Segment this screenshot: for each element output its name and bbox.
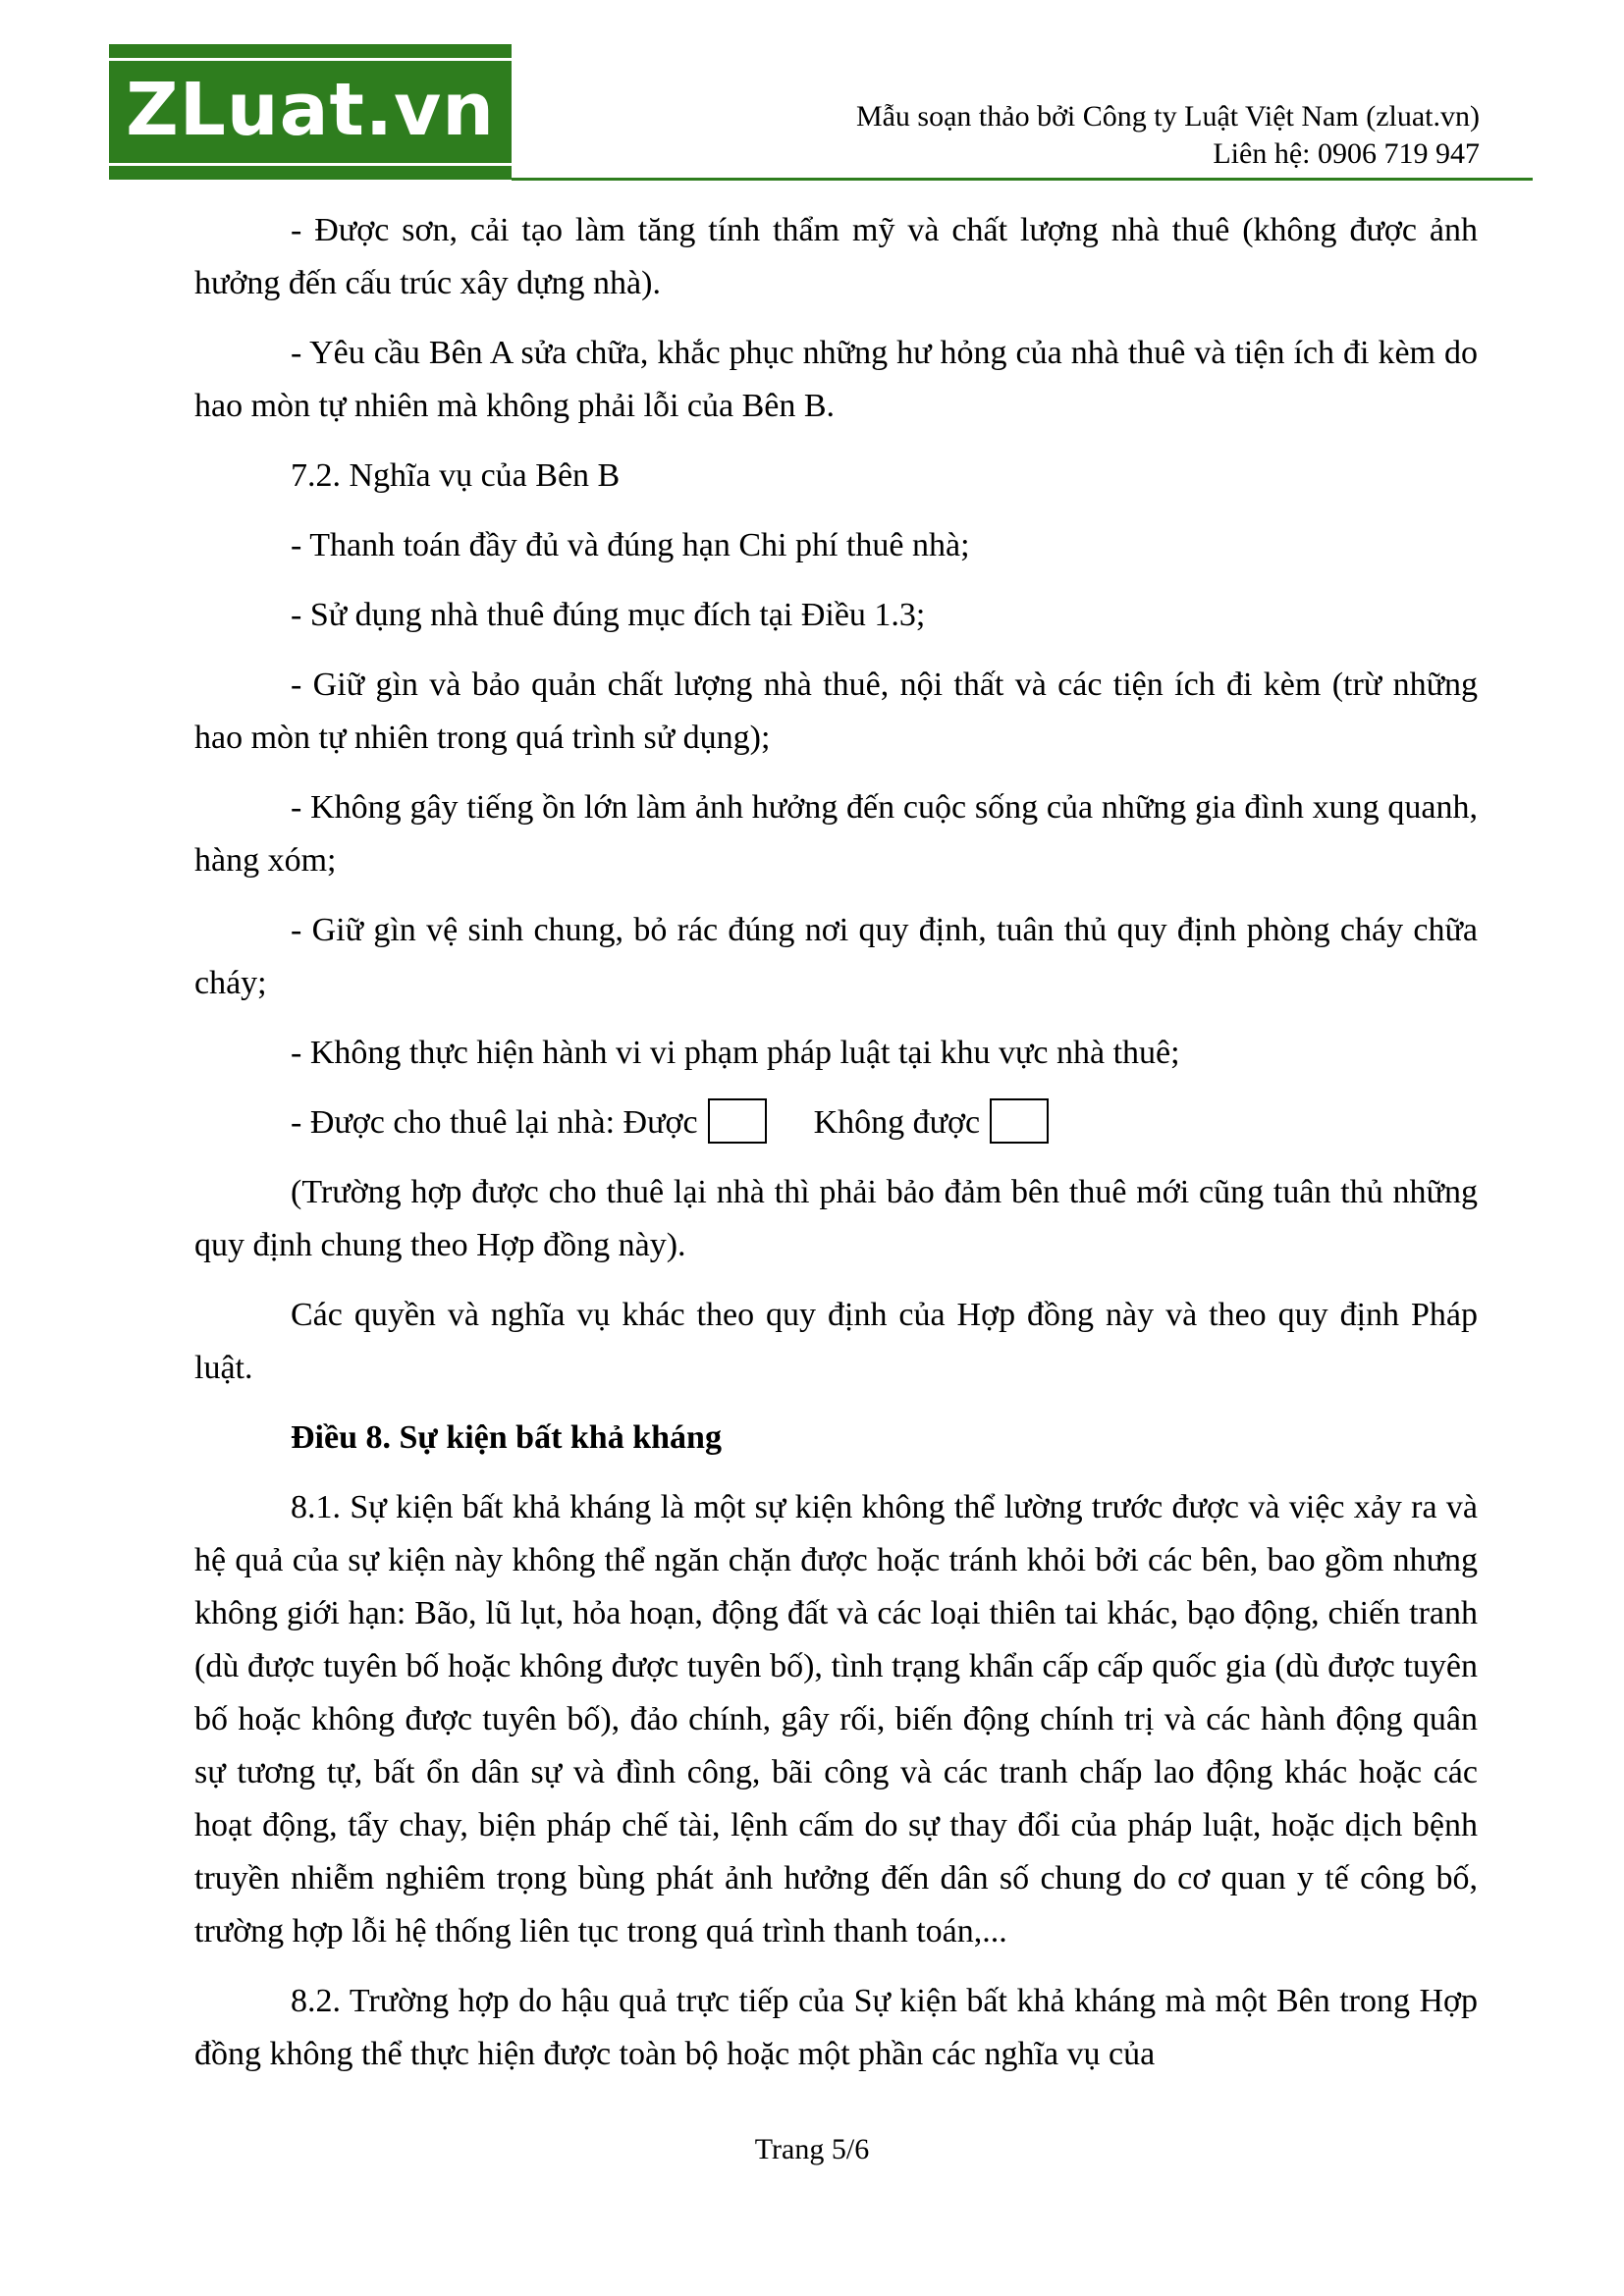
sublease-yes-checkbox[interactable] <box>708 1098 767 1144</box>
paragraph-8-1: 8.1. Sự kiện bất khả kháng là một sự kiện không thể lường trước được và việc xảy ra và hệ quả của sự kiện này không thể ngăn chặn được hoặc tránh khỏi bởi các bên, bao gồm nhưng không giới hạn: Bão, lũ lụt, hỏa hoạn, động đất và các loại thiên tai khác, bạo động, chiến tranh (dù được tuyên bố hoặc không được tuyên bố), tình trạng khẩn cấp cấp quốc gia (dù được tuyên bố hoặc không được tuyên bố), đảo chính, gây rối, biến động chính trị và các hành động quân sự tương tự, bất ổn dân sự và đình công, bãi công và các tranh chấp lao động khác hoặc các hoạt động, tẩy chay, biện pháp chế tài, lệnh cấm do sự thay đổi của pháp luật, hoặc dịch bệnh truyền nhiễm nghiêm trọng bùng phát ảnh hưởng đến dân số chung do cơ quan y tế công bố, trường hợp lỗi hệ thống liên tục trong quá trình thanh toán,... <box>194 1489 1478 1949</box>
sublease-line <box>194 1096 1478 1149</box>
sublease-label: - Được cho thuê lại nhà: Được <box>291 1104 698 1141</box>
header-line-1: Mẫu soạn thảo bởi Công ty Luật Việt Nam (zluat.vn) <box>855 100 1480 133</box>
zluat-logo <box>109 44 512 180</box>
section-7-2-title: 7.2. Nghĩa vụ của Bên B <box>291 457 621 494</box>
paragraph-5: - Sử dụng nhà thuê đúng mục đích tại Điều 1.3; <box>291 597 926 633</box>
header-divider <box>512 178 1533 181</box>
document-body <box>194 204 1478 2081</box>
paragraph-7: - Không gây tiếng ồn lớn làm ảnh hưởng đến cuộc sống của những gia đình xung quanh, hàng xóm; <box>194 789 1478 879</box>
sublease-no-checkbox[interactable] <box>990 1098 1049 1144</box>
paragraph-2: - Yêu cầu Bên A sửa chữa, khắc phục những hư hỏng của nhà thuê và tiện ích đi kèm do hao mòn tự nhiên mà không phải lỗi của Bên B. <box>194 335 1478 424</box>
paragraph-11: Các quyền và nghĩa vụ khác theo quy định của Hợp đồng này và theo quy định Pháp luật. <box>194 1297 1478 1386</box>
paragraph-9: - Không thực hiện hành vi vi phạm pháp luật tại khu vực nhà thuê; <box>291 1035 1180 1071</box>
paragraph-1: - Được sơn, cải tạo làm tăng tính thẩm mỹ và chất lượng nhà thuê (không được ảnh hưởng đến cấu trúc xây dựng nhà). <box>194 212 1478 301</box>
sublease-no-label: Không được <box>813 1104 981 1141</box>
page-number: Trang 5/6 <box>754 2133 870 2165</box>
header-info <box>856 98 1480 173</box>
paragraph-8-2: 8.2. Trường hợp do hậu quả trực tiếp của Sự kiện bất khả kháng mà một Bên trong Hợp đồng không thể thực hiện được toàn bộ hoặc một phần các nghĩa vụ của <box>194 1983 1478 2072</box>
paragraph-10: (Trường hợp được cho thuê lại nhà thì phải bảo đảm bên thuê mới cũng tuân thủ những quy định chung theo Hợp đồng này). <box>194 1174 1478 1263</box>
header-line-2: Liên hệ: 0906 719 947 <box>1213 137 1480 170</box>
paragraph-6: - Giữ gìn và bảo quản chất lượng nhà thuê, nội thất và các tiện ích đi kèm (trừ những hao mòn tự nhiên trong quá trình sử dụng); <box>194 667 1478 756</box>
article-8-heading: Điều 8. Sự kiện bất khả kháng <box>291 1419 722 1456</box>
logo-text: ZLuat.vn <box>126 68 495 152</box>
paragraph-8: - Giữ gìn vệ sinh chung, bỏ rác đúng nơi quy định, tuân thủ quy định phòng cháy chữa cháy; <box>194 912 1478 1001</box>
paragraph-4: - Thanh toán đầy đủ và đúng hạn Chi phí thuê nhà; <box>291 527 970 563</box>
